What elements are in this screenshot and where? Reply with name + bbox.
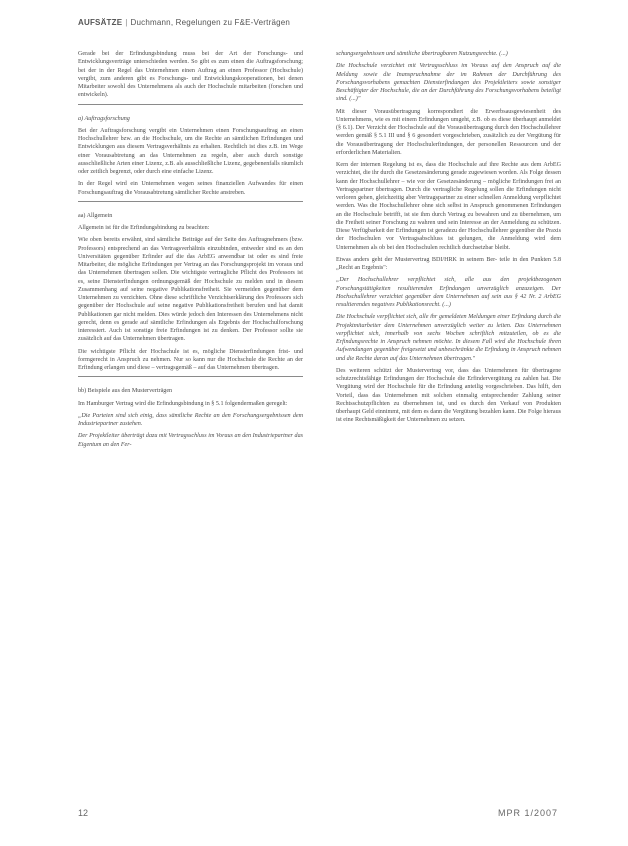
quote: schungsergebnissen und sämtliche übertragbaren Nutzungsrechte. (...)	[336, 51, 508, 57]
quote: Die Hochschule verzichtet mit Vertragsschluss im Voraus auf den Anspruch auf die Meldung sowie die Inanspruchnahme der im Rahmen der Durchführung des Forschungsvorhabens gemachten Diensterfindungen des Projektleiters sowie sonstiger Beschäftigter der Hochschule, die an der Durchführung des Forschungsvorhabens beteiligt sind. (...)"	[336, 63, 561, 103]
divider	[78, 376, 303, 377]
paragraph: In der Regel wird ein Unternehmen wegen seines finanziellen Aufwandes für einen Forschungsauftrag die Vorausabtretung sämtlicher Rechte anstreben.	[78, 181, 303, 196]
quote: „Der Hochschullehrer verpflichtet sich, alle aus den projektbezogenen Forschungstätigkeiten resultierenden Erfindungen unverzüglich anzuzeigen. Der Hochschullehrer verzichtet gegenüber dem Unternehmen auf sein aus § 42 Nr. 2 ArbEG resultierendes negatives Publikationsrecht. (...)	[336, 277, 561, 308]
quote: „Die Parteien sind sich einig, dass sämtliche Rechte an den Forschungsergebnissen dem Industriepartner zustehen.	[78, 412, 303, 427]
page-footer	[78, 808, 558, 822]
paragraph: Kern der internen Regelung ist es, dass die Hochschule auf ihre Rechte aus dem ArbEG verzichtet, die ihr durch die Gesetzesänderung gerade zugewiesen worden. Als Folge dessen kann der Hochschullehrer – wie vor der Gesetzesänderung – mögliche Erfindungen frei an Vertragspartner übertragen. Durch die vertragliche Regelung sollen die Erfindungen nicht verloren gehen, gleichzeitig aber Vertragspartner zu einer schnellen Anmeldung verpflichtet werden. Was die Hochschullehrer ohne sich selbst in Anspruch genommenen Erfindungen an die Hochschule betrifft, ist sie ihm durch Vertrag zu bewahren und zu übernehmen, um die Freiheit seiner Forschung zu wahren und sein Interesse an der Anmeldung zu schützen. Diese Verfügbarkeit der Erfindungen ist geradezu der Hochschullehrer gegenüber die Praxis der Hochschulen vor Vertragsabschluss ist gelungen, die Anmeldung wird dem Unternehmen als ob bei den Hochschulen rechtlich durchsetzbar bleibt.	[336, 162, 561, 251]
paragraph: Im Hamburger Vertrag wird die Erfindungsbindung in § 5.1 folgendermaßen geregelt:	[78, 400, 288, 407]
paragraph: Gerade bei der Erfindungsbindung muss bei der Art der Forschungs- und Entwicklungsverträge unterschieden werden. So gibt es zum einen die Auftragsforschung; bei der in der Regel das Unternehmen einen Auftrag an einen Professor (Hochschule) vergibt, zum anderen gibt es Forschungs- und Entwicklungskooperationen, bei denen Mitarbeiter sowohl des Unternehmens als auch der Hochschule mitarbeiten (forschen und entwickeln).	[78, 51, 303, 99]
quote: Der Projektleiter überträgt dazu mit Vertragsschluss im Voraus an den Industriepartner das Eigentum an den Fer-	[78, 433, 303, 448]
paragraph: Mit dieser Vorausübertragung korrespondiert die Erwerbsausgewiesenheit des Unternehmens, wie es mit einem Erfindungen umgeht, z.B. ob es diese überhaupt anmeldet (§ 6.1). Der Verzicht der Hochschule auf die Vorausübertragung durch den Hochschullehrer werden gemäß § 5.1 III und § 6 gesondert vorgeschrieben, zusätzlich zu der Vergütung für die Vorausübertragung der Hochschulerfindungen, der personellen Ressourcen und der erforderlichen Materialien.	[336, 108, 561, 156]
left-column	[78, 50, 303, 453]
paragraph: Wie oben bereits erwähnt, sind sämtliche Beiträge auf der Seite des Auftragnehmers (bzw. Professors) entsprechend an das Vertragsverhältnis einzubinden, entweder sind es an den Universitäten gegenüber Erfinder auf die das ArbEG anwendbar ist oder es sind freie Mitarbeiter, die mögliche Erfindungen per Vertrag an das Forschungsprojekt im voraus und das Unternehmen übertragen sollen. Die wichtigste vertragliche Pflicht des Professors ist es, seine Diensterfindungen ordnungsgemäß der Hochschule zu melden und in diesem Zusammenhang auf seine negative Publikationsfreiheit. Sie vermeiden gegenüber dem Unternehmen zu verzichten. Ohne diese schriftliche Verzichtserklärung des Professors sich gegenüber der Hochschule auf seine negative Publikationsfreiheit berufen und hat damit Publikationen gar nicht melden. Dies würde jedoch den Interessen des Unternehmens nicht gerecht, denn es gerade auf sämtliche Erfindungen als Ergebnis der Hochschulforschung interessiert. Auch ist sonstige freie Erfindungen ist zu denken. Der Professor sollte sie zusätzlich auf das Unternehmen übertragen.	[78, 237, 303, 343]
running-header	[78, 18, 558, 34]
paragraph: Etwas anders geht der Mustervertrag BDI/HRK in seinem Ber- teile in den Punkten 5.8 „Recht an Ergebnis":	[336, 256, 561, 271]
divider	[78, 201, 303, 202]
divider	[78, 104, 303, 105]
section-label: AUFSÄTZE	[78, 18, 123, 27]
quote: Die Hochschule verpflichtet sich, alle ihr gemeldeten Meldungen einer Erfindung durch die Projektmitarbeiter dem Unternehmen unverzüglich weiter zu leiten. Das Unternehmen verpflichtet sich, innerhalb von sechs Wochen schriftlich mitzuteilen, ob es die Erfindungsrechte in Anspruch nehmen möchte. In diesem Fall wird die Hochschule ihren Aufwendungen gegenüber freigesetzt und unbeschränkte die Erfindung in Anspruch nehmen und die Rechte daran auf das Unternehmen übertragen."	[336, 314, 561, 362]
paragraph: Allgemein ist für die Erfindungsbindung zu beachten:	[78, 225, 210, 231]
journal-issue: MPR 1/2007	[497, 808, 558, 818]
paragraph: Des weiteren schützt der Mustervertrag vor, dass das Unternehmen für übertragene schutzrechtsfähige Erfindungen der Hochschule die Erfindervergütung zu zahlen hat. Die Vergütung wird der Hochschule für die Erfindung anteilig vorgeschrieben. Das hilft, den Vorteil, dass das Unternehmen mit solchen einmalig entsprechender Zahlung seiner Rechtsschutzpflichten zu übernehmen ist, und es durch den Verkauf von Produkten überhaupt Geld einnimmt, mit dem es dann die Vergütung bezahlen kann. Die Folge hieraus ist eine Rechtsmäßigkeit der Unternehmen zu setzen.	[336, 367, 561, 424]
subheading: bb) Beispiele aus den Musterverträgen	[78, 388, 173, 395]
running-title: Duchmann, Regelungen zu F&E-Verträgen	[130, 18, 291, 27]
paragraph: Die wichtigste Pflicht der Hochschule ist es, mögliche Diensterfindungen frist- und formgerecht in Anspruch zu nehmen. Nur so kann nur die Hochschule die Rechte an der Erfindung erlangen und diese – vertragsgemäß – auf das Unternehmen übertragen.	[78, 348, 303, 371]
paragraph: Bei der Auftragsforschung vergibt ein Unternehmen einen Forschungsauftrag an einen Hochschullehrer bzw. an die Hochschule, um die Rechte an sämtlichen Erfindungen und Entwicklungen aus diesem Vertragsverhältnis zu erhalten. Rechtlich ist dies z.B. im Wege einer Vorausabtretung an das Unternehmen zu regeln, aber auch durch sonstige ausschließliche Arten einer Lizenz, z.B. als ausschließliche Lizenz, gegebenenfalls räumlich oder zeitlich begrenzt, oder durch eine einfache Lizenz.	[78, 127, 303, 175]
subheading: aa) Allgemein	[78, 212, 113, 219]
subheading: a) Auftragsforschung	[78, 115, 130, 122]
page-number: 12	[78, 808, 89, 818]
header-divider: |	[125, 18, 128, 27]
right-column	[336, 50, 561, 429]
